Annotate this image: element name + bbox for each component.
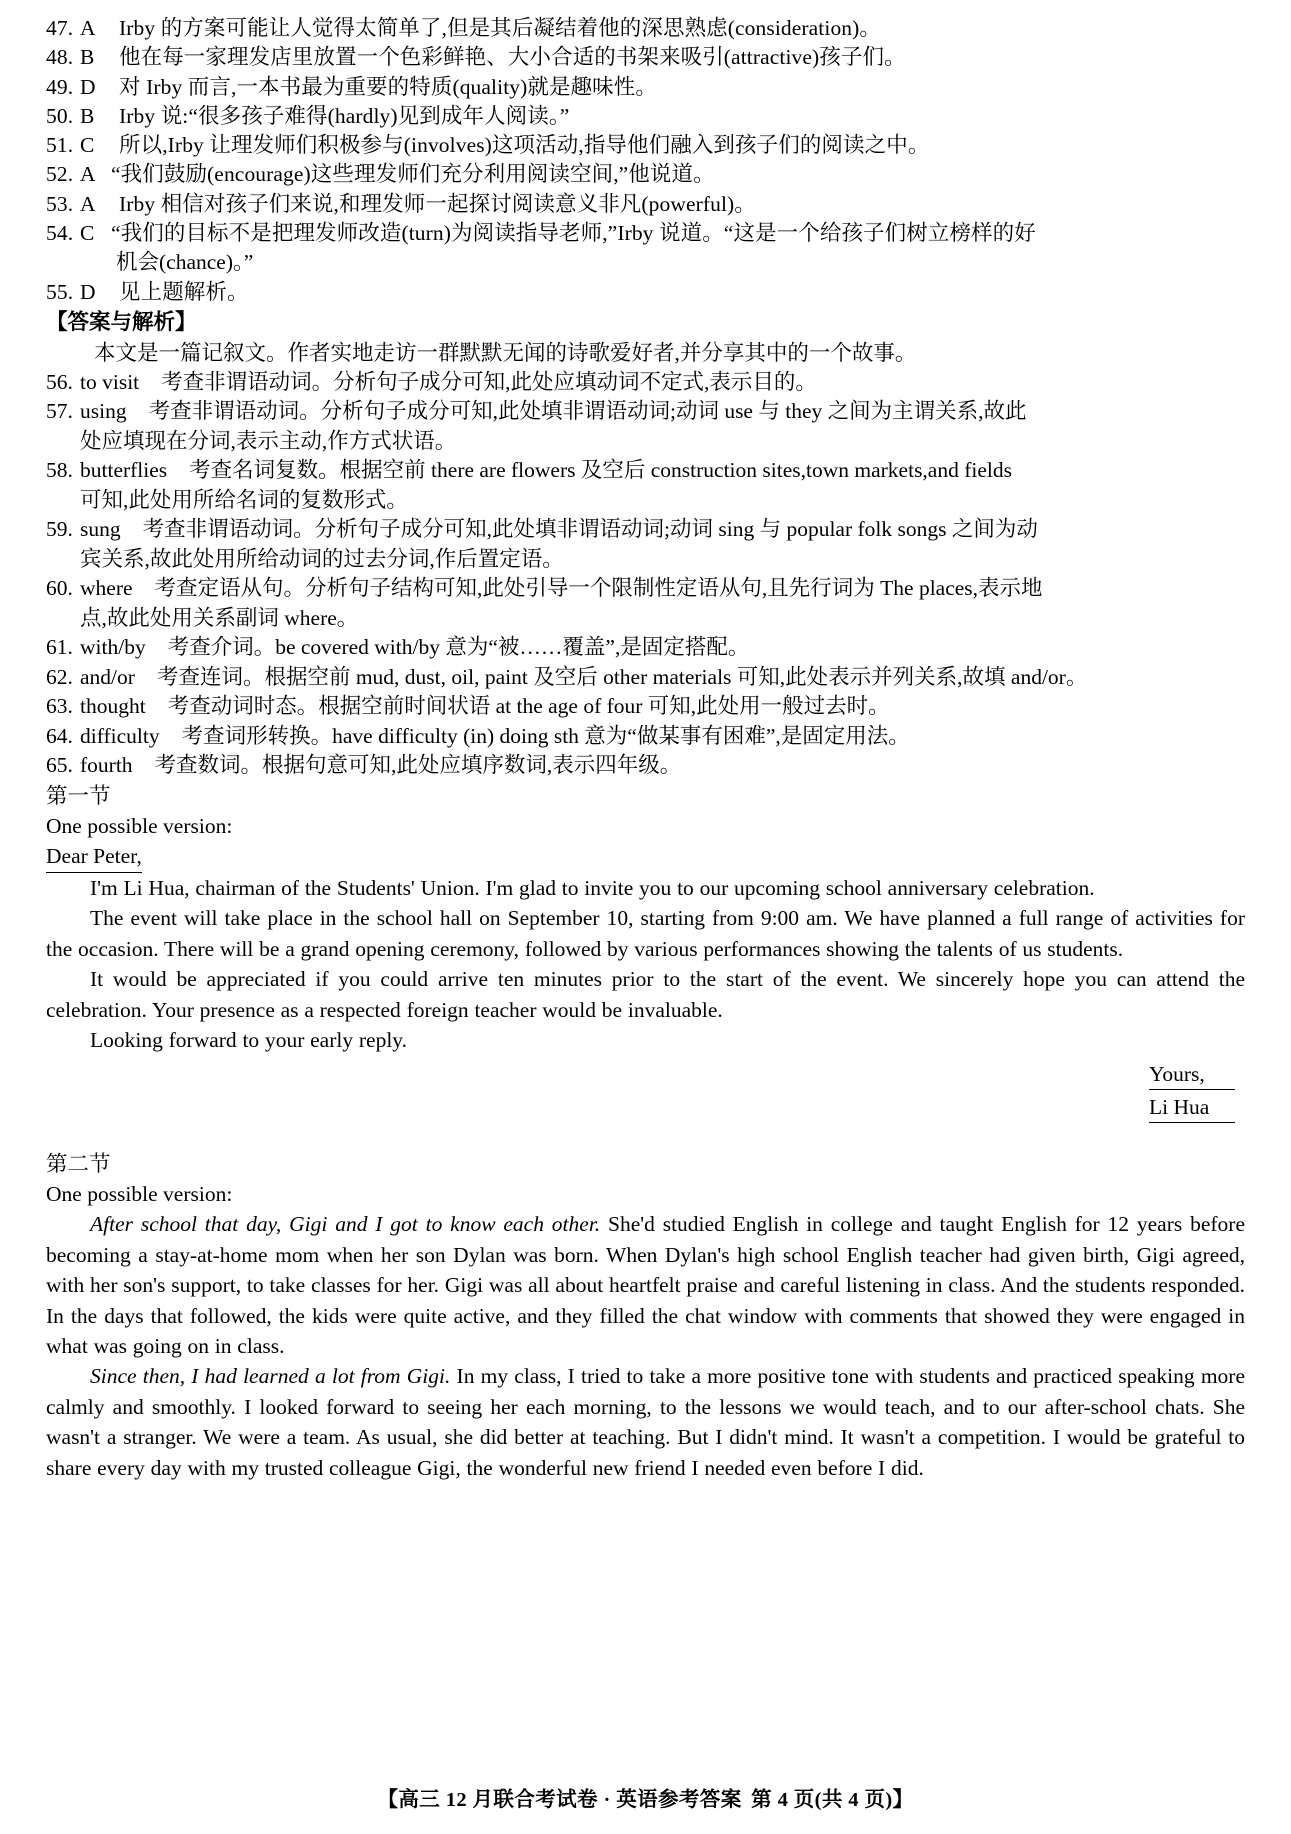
answer-choice: B [80, 45, 95, 70]
analysis-intro: 本文是一篇记叙文。作者实地走访一群默默无闻的诗歌爱好者,并分享其中的一个故事。 [94, 340, 917, 365]
answer-explanation: Irby 相信对孩子们来说,和理发师一起探讨阅读意义非凡(powerful)。 [119, 191, 756, 216]
answer-number: 47. [46, 16, 74, 40]
grammar-number: 62. [46, 664, 73, 689]
answer-row-50 [46, 102, 1245, 131]
answer-choice: C [80, 133, 95, 158]
footer-left-bracket: 【 [377, 1789, 399, 1811]
answer-choice: D [80, 279, 96, 304]
answer-row-55 [46, 278, 1245, 307]
answer-number: 49. [46, 74, 74, 99]
salutation-wrapper [46, 841, 1245, 873]
grammar-explanation: 考查非谓语动词。分析句子成分可知,此处填非谓语动词;动词 use 与 they 之间为主谓关系,故此 [148, 399, 1027, 424]
grammar-number: 64. [46, 723, 73, 748]
grammar-key: sung [80, 517, 121, 542]
grammar-continuation-60: 点,故此处用关系副词 where。 [80, 605, 359, 630]
grammar-number: 59. [46, 517, 73, 542]
grammar-explanation: 考查连词。根据空前 mud, dust, oil, paint 及空后 other materials 可知,此处表示并列关系,故填 and/or。 [156, 664, 1088, 689]
answer-number: 55. [46, 279, 74, 304]
answer-row-54 [46, 219, 1245, 248]
grammar-explanation: 考查定语从句。分析句子结构可知,此处引导一个限制性定语从句,且先行词为 The places,表示地 [154, 576, 1043, 601]
grammar-explanation: 考查词形转换。have difficulty (in) doing sth 意为“做某事有困难”,是固定用法。 [181, 723, 910, 748]
grammar-answers-block [46, 368, 1245, 781]
grammar-explanation: 考查介词。be covered with/by 意为“被……覆盖”,是固定搭配。 [167, 635, 750, 660]
grammar-key: to visit [80, 369, 140, 394]
grammar-number: 61. [46, 635, 73, 660]
letter-paragraph-4: Looking forward to your early reply. [90, 1028, 408, 1052]
answer-number: 53. [46, 191, 74, 216]
answer-explanation: 所以,Irby 让理发师们积极参与(involves)这项活动,指导他们融入到孩子们的阅读之中。 [119, 133, 930, 158]
grammar-continuation-59: 宾关系,故此处用所给动词的过去分词,作后置定语。 [80, 546, 564, 571]
grammar-continuation-58: 可知,此处用所给名词的复数形式。 [80, 487, 408, 512]
answer-number: 54. [46, 221, 74, 246]
answer-explanation: Irby 的方案可能让人觉得太简单了,但是其后凝结着他的深思熟虑(consideration)。 [119, 16, 882, 40]
grammar-row-60 [46, 574, 1245, 604]
section-one-label: 第一节 [46, 783, 111, 808]
grammar-row-65 [46, 751, 1245, 781]
answer-explanation: 他在每一家理发店里放置一个色彩鲜艳、大小合适的书架来吸引(attractive)孩子们。 [119, 45, 906, 70]
grammar-row-63 [46, 692, 1245, 722]
grammar-number: 65. [46, 753, 73, 778]
section-two-label: 第二节 [46, 1152, 111, 1177]
grammar-number: 63. [46, 694, 73, 719]
grammar-explanation: 考查动词时态。根据空前时间状语 at the age of four 可知,此处用一般过去时。 [167, 694, 890, 719]
answer-explanation: “我们鼓励(encourage)这些理发师们充分利用阅读空间,”他说道。 [111, 162, 715, 187]
answer-choice: D [80, 74, 96, 99]
grammar-row-59 [46, 515, 1245, 545]
analysis-heading: 【答案与解析】 [46, 309, 197, 334]
answer-choice: C [80, 221, 95, 246]
grammar-number: 60. [46, 576, 73, 601]
answer-explanation: 见上题解析。 [119, 279, 249, 304]
answer-number: 52. [46, 162, 74, 187]
grammar-row-58 [46, 456, 1245, 486]
grammar-key: thought [80, 694, 146, 719]
grammar-key: difficulty [80, 723, 160, 748]
footer-title: 高三 12 月联合考试卷 · 英语参考答案 [398, 1789, 742, 1811]
answer-row-52 [46, 160, 1245, 189]
signature-row [46, 1090, 1235, 1123]
grammar-row-56 [46, 368, 1245, 398]
grammar-key: with/by [80, 635, 146, 660]
page-footer [0, 1782, 1291, 1812]
continuation-lead-1: After school that day, Gigi and I got to know each other. [90, 1212, 601, 1237]
grammar-key: and/or [80, 664, 135, 689]
answer-continuation-54: 机会(chance)。” [116, 250, 254, 275]
letter-paragraph-3: It would be appreciated if you could arrive ten minutes prior to the start of the event. We sincerely hope you can attend the celebration. Your presence as a respected foreign teacher would be invaluable. [46, 967, 1245, 1022]
continuation-paragraph-1 [46, 1209, 1245, 1361]
continuation-body-1: She'd studied English in college and taught English for 12 years before becoming a stay-at-home mom when her son Dylan was born. When Dylan's high school English teacher had given birth, Gigi agreed, with her son's support, to take classes for her. Gigi was all about heartfelt praise and careful listening in class. And the students responded. In the days that followed, the kids were quite active, and they filled the chat window with comments that showed they were engaged in what was going on in class. [46, 1212, 1245, 1359]
section-spacer [46, 1123, 1245, 1149]
grammar-continuation-57: 处应填现在分词,表示主动,作方式状语。 [80, 428, 457, 453]
grammar-number: 56. [46, 369, 73, 394]
answer-row-48 [46, 43, 1245, 72]
grammar-row-61 [46, 633, 1245, 663]
grammar-key: where [80, 576, 133, 601]
grammar-explanation: 考查数词。根据句意可知,此处应填序数词,表示四年级。 [154, 753, 682, 778]
answer-choice: B [80, 103, 95, 128]
grammar-row-62 [46, 663, 1245, 693]
section-one-version-label: One possible version: [46, 813, 233, 838]
grammar-number: 58. [46, 458, 73, 483]
grammar-key: fourth [80, 753, 133, 778]
answer-number: 50. [46, 103, 74, 128]
answer-number: 48. [46, 45, 74, 70]
answer-choice: A [80, 191, 96, 216]
answer-explanation: Irby 说:“很多孩子难得(hardly)见到成年人阅读。” [119, 103, 570, 128]
letter-paragraph-2: The event will take place in the school hall on September 10, starting from 9:00 am. We have planned a full range of activities for the occasion. There will be a grand opening ceremony, followed by various performances showing the talents of us students. [46, 906, 1245, 961]
letter-salutation: Dear Peter, [46, 841, 142, 873]
continuation-body-2: In my class, I tried to take a more positive tone with students and practiced speaking more calmly and smoothly. I looked forward to seeing her each morning, to the lessons we would teach, and to our after-school chats. She wasn't a stranger. We were a team. As usual, she did better at teaching. But I didn't mind. It wasn't a competition. I would be grateful to share every day with my trusted colleague Gigi, the wonderful new friend I needed even before I did. [46, 1364, 1246, 1480]
grammar-explanation: 考查非谓语动词。分析句子成分可知,此处应填动词不定式,表示目的。 [161, 369, 817, 394]
answer-explanation: “我们的目标不是把理发师改造(turn)为阅读指导老师,”Irby 说道。“这是一个给孩子们树立榜样的好 [111, 221, 1036, 246]
letter-signature-block [46, 1059, 1245, 1123]
answer-row-53 [46, 190, 1245, 219]
answer-row-51 [46, 131, 1245, 160]
answer-row-49 [46, 73, 1245, 102]
letter-sign-off: Yours, [1149, 1059, 1235, 1090]
footer-page-label: 第 4 页(共 4 页) [751, 1789, 893, 1811]
grammar-key: butterflies [80, 458, 168, 483]
reading-answers-block [46, 14, 1245, 307]
grammar-key: using [80, 399, 127, 424]
answer-choice: A [80, 162, 96, 187]
grammar-number: 57. [46, 399, 73, 424]
answer-explanation: 对 Irby 而言,一本书最为重要的特质(quality)就是趣味性。 [119, 74, 657, 99]
grammar-explanation: 考查名词复数。根据空前 there are flowers 及空后 construction sites,town markets,and fields [189, 458, 1012, 483]
continuation-paragraph-2 [46, 1361, 1245, 1483]
sign-off-row [46, 1059, 1235, 1090]
answer-number: 51. [46, 133, 74, 158]
answer-row-47 [46, 14, 1245, 43]
grammar-explanation: 考查非谓语动词。分析句子成分可知,此处填非谓语动词;动词 sing 与 popular folk songs 之间为动 [142, 517, 1038, 542]
continuation-lead-2: Since then, I had learned a lot from Gigi. [90, 1364, 451, 1389]
letter-paragraph-1: I'm Li Hua, chairman of the Students' Union. I'm glad to invite you to our upcoming school anniversary celebration. [90, 875, 1095, 900]
letter-signature: Li Hua [1149, 1092, 1235, 1123]
grammar-row-57 [46, 397, 1245, 427]
section-two-version-label: One possible version: [46, 1182, 233, 1207]
grammar-row-64 [46, 722, 1245, 752]
footer-right-bracket: 】 [892, 1789, 914, 1811]
answer-choice: A [80, 16, 96, 40]
